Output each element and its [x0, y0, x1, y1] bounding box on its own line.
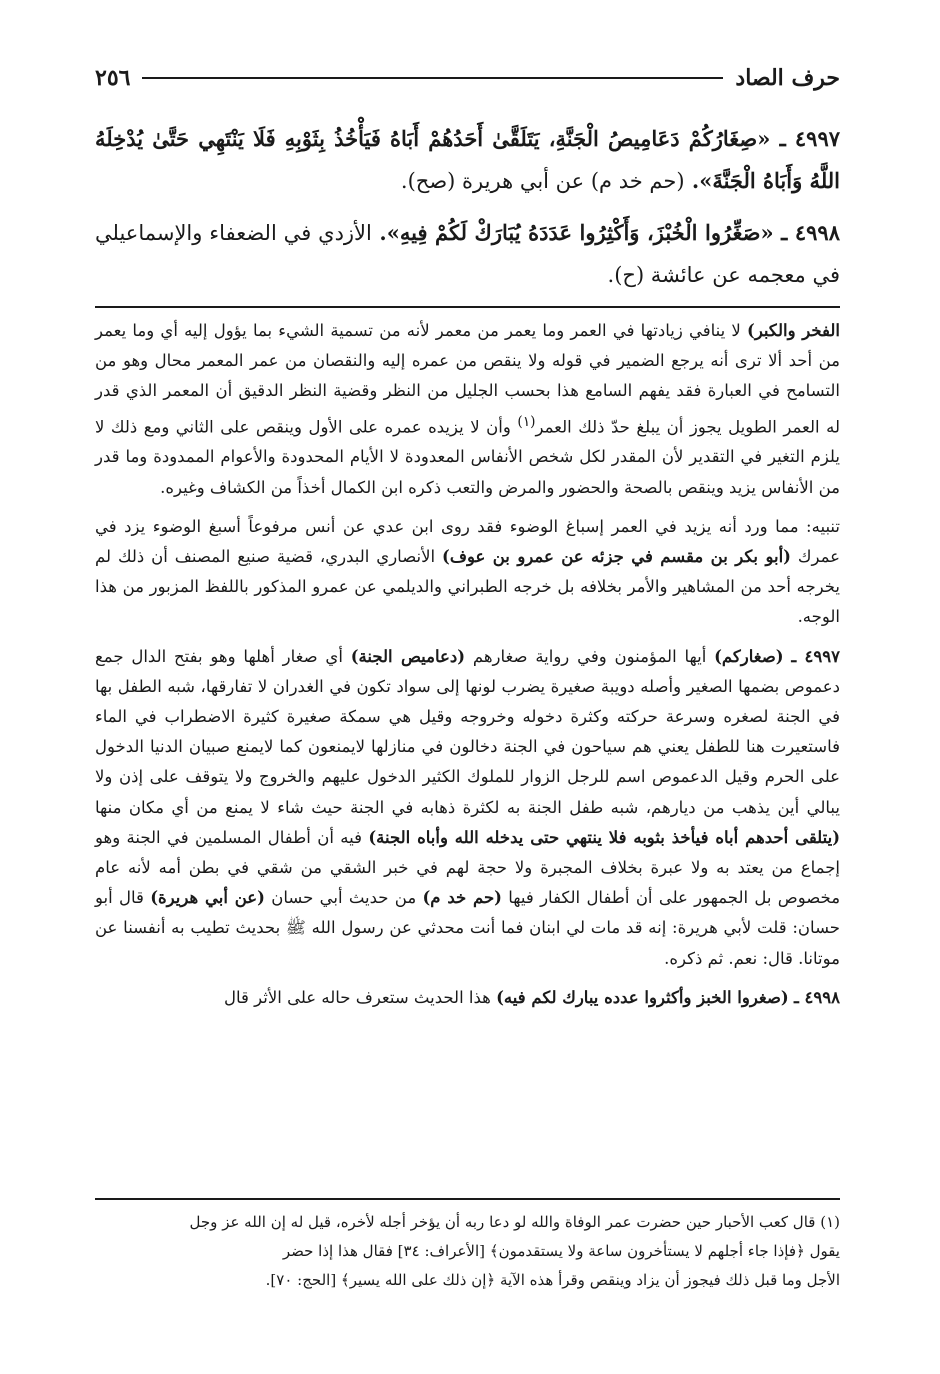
commentary-number: ٤٩٩٨ ـ [793, 987, 840, 1007]
commentary-number: ٤٩٩٧ ـ [791, 646, 840, 666]
commentary-text: فيه أن أطفال المسلمين في الجنة وهو إجماع من يعتد به ولا عبرة بخلاف المجبرة ولا حجة لهم في خبر الشقي من شقي في بطن أمه لأنه عام مخصوص بل الجمهور على أن أطفال الكفار فيها [95, 827, 841, 908]
commentary-text: أيها المؤمنون وفي رواية صغارهم [472, 646, 707, 666]
hadith-source: (حم خد م) عن أبي هريرة (صح). [400, 169, 685, 193]
term-bold: (صغاركم) [714, 646, 784, 666]
hadith-number: ٤٩٩٧ [794, 126, 841, 151]
header-rule [142, 77, 723, 79]
footnote-line: الأجل وما قبل ذلك فيجوز أن يزاد وينقص وقرأ هذه الآية ﴿إن ذلك على الله يسير﴾ [الحج: ٧٠]. [265, 1271, 840, 1289]
commentary-section [95, 316, 840, 1022]
commentary-text: الأنصاري البدري، قضية صنيع المصنف أن ذلك لم يخرجه أحد من المشاهير والأمر بخلافه بل خرجه الطبراني والديلمي عن عمرو المذكور باللفظ المزبور من هذا الوجه. [95, 546, 840, 627]
hadith-text: «صِغَارُكُمْ دَعَامِيصُ الْجَنَّةِ، يَتَلَقَّىٰ أَحَدُهُمْ أَبَاهُ فَيَأْخُذُ بِثَوْبِهِ فَلَا يَنْتَهِي حَتَّىٰ يُدْخِلَهُ اللَّهُ وَأَبَاهُ الْجَنَّةَ». [95, 126, 840, 193]
hadith-number: ٤٩٩٨ [794, 220, 840, 245]
footnote-line: (١) قال كعب الأحبار حين حضرت عمر الوفاة والله لو دعا ربه أن يؤخر أجله لأخره، قيل له إن الله عز وجل [189, 1213, 840, 1231]
commentary-paragraph [95, 642, 840, 974]
chapter-title: حرف الصاد [735, 65, 840, 91]
hadith-text: «صَغِّرُوا الْخُبْزَ، وَأَكْثِرُوا عَدَدَهُ يُبَارَكْ لَكُمْ فِيهِ». [379, 220, 774, 245]
commentary-text: أي صغار أهلها وهو بفتح الدال جمع دعموص بضمها الصغير وأصله دويبة صغيرة يضرب لونها إلى سواد تكون في الغدران لا تفارقها، شبه الطفل بها في الجنة لصغره وسرعة حركته وكثرة دخوله وخروجه وقيل هي سمكة صغيرة كثيرة الاضطراب في الماء فاستعيرت هنا للطفل يعني هم سياحون في الجنة دخالون في منازلها لايمنعون كما لايمنع صبيان الدنيا الدخول على الحرم وقيل الدعموص اسم للرجل الزوار للملوك الكثير الدخول عليهم والخروج ولا يتوقف على إذن ولا يبالي أين يذهب من ديارهم، شبه طفل الجنة به لكثرة ذهابه في الجنة حيث شاء لا يمنع من أي مكان منها [95, 646, 840, 817]
commentary-text: هذا الحديث ستعرف حاله على الأثر قال [223, 987, 491, 1007]
commentary-paragraph [95, 983, 840, 1013]
footnote-section [95, 1208, 840, 1295]
commentary-paragraph [95, 316, 840, 503]
term-bold: (حم خد م) [422, 888, 502, 908]
term-bold: الفخر والكبر) [747, 321, 840, 340]
hadith-section [95, 118, 840, 306]
commentary-text: من حديث أبي حسان [271, 888, 417, 908]
commentary-text: قال أبو حسان: قلت لأبي هريرة: إنه قد مات لي ابنان فما أنت محدثي عن رسول الله ﷺ بحديث تطيب به أنفسنا عن موتانا. قال: نعم. ثم ذكره. [95, 888, 840, 968]
page-number: ٢٥٦ [95, 65, 131, 91]
hadith-4997: ٤٩٩٧ ـ «صِغَارُكُمْ دَعَامِيصُ الْجَنَّةِ، يَتَلَقَّىٰ أَحَدُهُمْ أَبَاهُ فَيَأْخُذُ بِثَوْبِهِ فَلَا يَنْتَهِي حَتَّىٰ يُدْخِلَهُ اللَّهُ وَأَبَاهُ الْجَنَّةَ». (حم خد م) عن أبي هريرة (صح). [95, 126, 841, 193]
footnote-ref[interactable]: (١) [517, 413, 536, 430]
page-header [95, 58, 840, 98]
hadith-4998: ٤٩٩٨ ـ «صَغِّرُوا الْخُبْزَ، وَأَكْثِرُوا عَدَدَهُ يُبَارَكْ لَكُمْ فِيهِ». الأزدي في الضعفاء والإسماعيلي في معجمه عن عائشة (ح). [95, 220, 840, 287]
term-bold: (صغروا الخبز وأكثروا عدده يبارك لكم فيه) [496, 987, 789, 1007]
term-bold: (أبو بكر بن مقسم في جزئه عن عمرو بن عوف) [442, 546, 791, 566]
commentary-text: تنبيه: مما ورد أنه يزيد في العمر إسباغ الوضوء فقد روى ابن عدي عن أنس مرفوعاً أسبغ الوضوء يزد في عمرك [95, 516, 840, 566]
footnote-line: يقول ﴿فإذا جاء أجلهم لا يستأخرون ساعة ولا يستقدمون﴾ [الأعراف: ٣٤] فقال هذا إذا حضر [282, 1242, 840, 1260]
term-bold: (يتلقى أحدهم أباه فيأخذ بثوبه فلا ينتهي حتى يدخله الله وأباه الجنة) [368, 827, 841, 847]
term-bold: (دعاميص الجنة) [350, 646, 466, 666]
commentary-text: لا ينافي زيادتها في العمر وما يعمر من معمر لأنه من تسمية الشيء بما يؤول إليه أي وما يعمر من أحد ألا ترى أنه يرجع الضمير في قوله ولا ينقص من عمره إليه والنقصان من عمر المعمر محال وهو من التسامح في العبارة فقد يفهم السامع هذا بحسب الجليل من النظر وقضية النظر الدقيق أن المعمر الذي قدر له العمر الطويل يجوز أن يبلغ حدّ ذلك العمر [95, 321, 840, 437]
term-bold: (عن أبي هريرة) [150, 888, 265, 908]
hadith-source: الأزدي في الضعفاء والإسماعيلي في معجمه عن عائشة (ح). [95, 221, 840, 287]
section-divider [95, 306, 840, 308]
footnote-divider [95, 1198, 840, 1200]
commentary-text: وأن لا يزيده عمره على الأول وينقص على الثاني ومع ذلك لا يلزم التغير في التقدير لأن المقدر لكل شخص الأنفاس المعدودة لا الأيام المحدودة والأعوام الممدودة وما قدر من الأنفاس يزيد وينقص بالصحة والحضور والمرض والتعب ذكره ابن الكمال أخذاً من الكشاف وغيره. [95, 417, 840, 497]
commentary-paragraph [95, 512, 840, 633]
